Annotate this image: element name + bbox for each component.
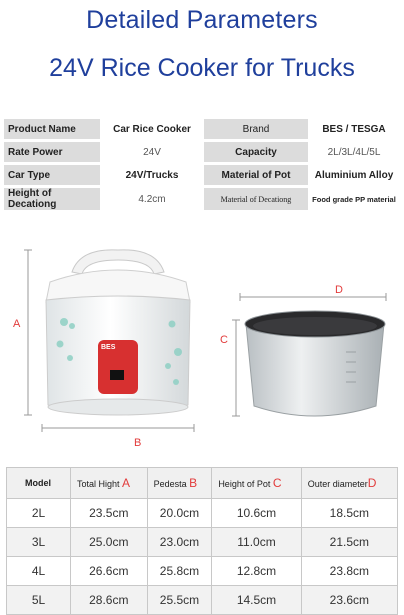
param-label: Rate Power <box>4 142 100 162</box>
header-label: Height of Pot <box>218 479 273 489</box>
header-letter: D <box>367 476 377 490</box>
param-value: Car Rice Cooker <box>100 119 204 139</box>
cell-value: 23.5cm <box>71 499 148 528</box>
cell-value: 23.0cm <box>147 528 212 557</box>
rice-cooker-image <box>0 240 404 450</box>
dimension-diagram <box>0 240 404 450</box>
dimension-label-b: B <box>134 437 142 449</box>
page-title: Detailed Parameters <box>86 6 318 34</box>
dimension-label-d: D <box>335 284 343 296</box>
header-pot-height <box>212 468 301 499</box>
cell-value: 23.6cm <box>301 586 397 615</box>
cell-value: 25.0cm <box>71 528 148 557</box>
header-label: Pedesta <box>153 479 190 489</box>
cell-value: 11.0cm <box>212 528 301 557</box>
cooker-brand-mark: BES <box>101 344 116 351</box>
cell-value: 18.5cm <box>301 499 397 528</box>
param-value: 4.2cm <box>100 188 204 210</box>
header-letter: C <box>272 476 282 490</box>
param-value: Aluminium Alloy <box>308 165 400 185</box>
parameters-table <box>4 116 400 213</box>
header-label: Total Hight <box>77 479 123 489</box>
cell-model: 3L <box>7 528 71 557</box>
table-row <box>7 557 398 586</box>
size-table-header <box>7 468 398 499</box>
param-label: Material of Pot <box>204 165 308 185</box>
table-row <box>7 586 398 615</box>
cell-value: 20.0cm <box>147 499 212 528</box>
param-value: 2L/3L/4L/5L <box>308 142 400 162</box>
cell-value: 23.8cm <box>301 557 397 586</box>
param-label: Capacity <box>204 142 308 162</box>
cell-value: 25.5cm <box>147 586 212 615</box>
table-row <box>7 499 398 528</box>
param-value: 24V <box>100 142 204 162</box>
header-outer-diameter <box>301 468 397 499</box>
product-subtitle: 24V Rice Cooker for Trucks <box>49 54 355 82</box>
cell-model: 4L <box>7 557 71 586</box>
cell-value: 12.8cm <box>212 557 301 586</box>
cell-value: 10.6cm <box>212 499 301 528</box>
param-value: 24V/Trucks <box>100 165 204 185</box>
param-label: Car Type <box>4 165 100 185</box>
cell-value: 21.5cm <box>301 528 397 557</box>
dimension-label-a: A <box>13 318 21 330</box>
param-label: Brand <box>204 119 308 139</box>
dimension-label-c: C <box>220 334 228 346</box>
size-table <box>6 467 398 615</box>
header-label: Outer diameter <box>307 479 368 489</box>
header-pedestal <box>147 468 212 499</box>
cell-model: 5L <box>7 586 71 615</box>
cell-value: 14.5cm <box>212 586 301 615</box>
params-row <box>4 188 400 210</box>
cell-value: 26.6cm <box>71 557 148 586</box>
header-model: Model <box>7 468 71 499</box>
param-label: Height of Decationg <box>4 188 100 210</box>
cell-model: 2L <box>7 499 71 528</box>
params-row <box>4 119 400 139</box>
param-label: Material of Decationg <box>204 188 308 210</box>
header-total-height <box>71 468 148 499</box>
header-letter: B <box>189 476 198 490</box>
cell-value: 28.6cm <box>71 586 148 615</box>
param-label: Product Name <box>4 119 100 139</box>
param-value: BES / TESGA <box>308 119 400 139</box>
cell-value: 25.8cm <box>147 557 212 586</box>
header-letter: A <box>122 476 131 490</box>
params-row <box>4 142 400 162</box>
params-row <box>4 165 400 185</box>
table-row <box>7 528 398 557</box>
param-value: Food grade PP material <box>308 188 400 210</box>
